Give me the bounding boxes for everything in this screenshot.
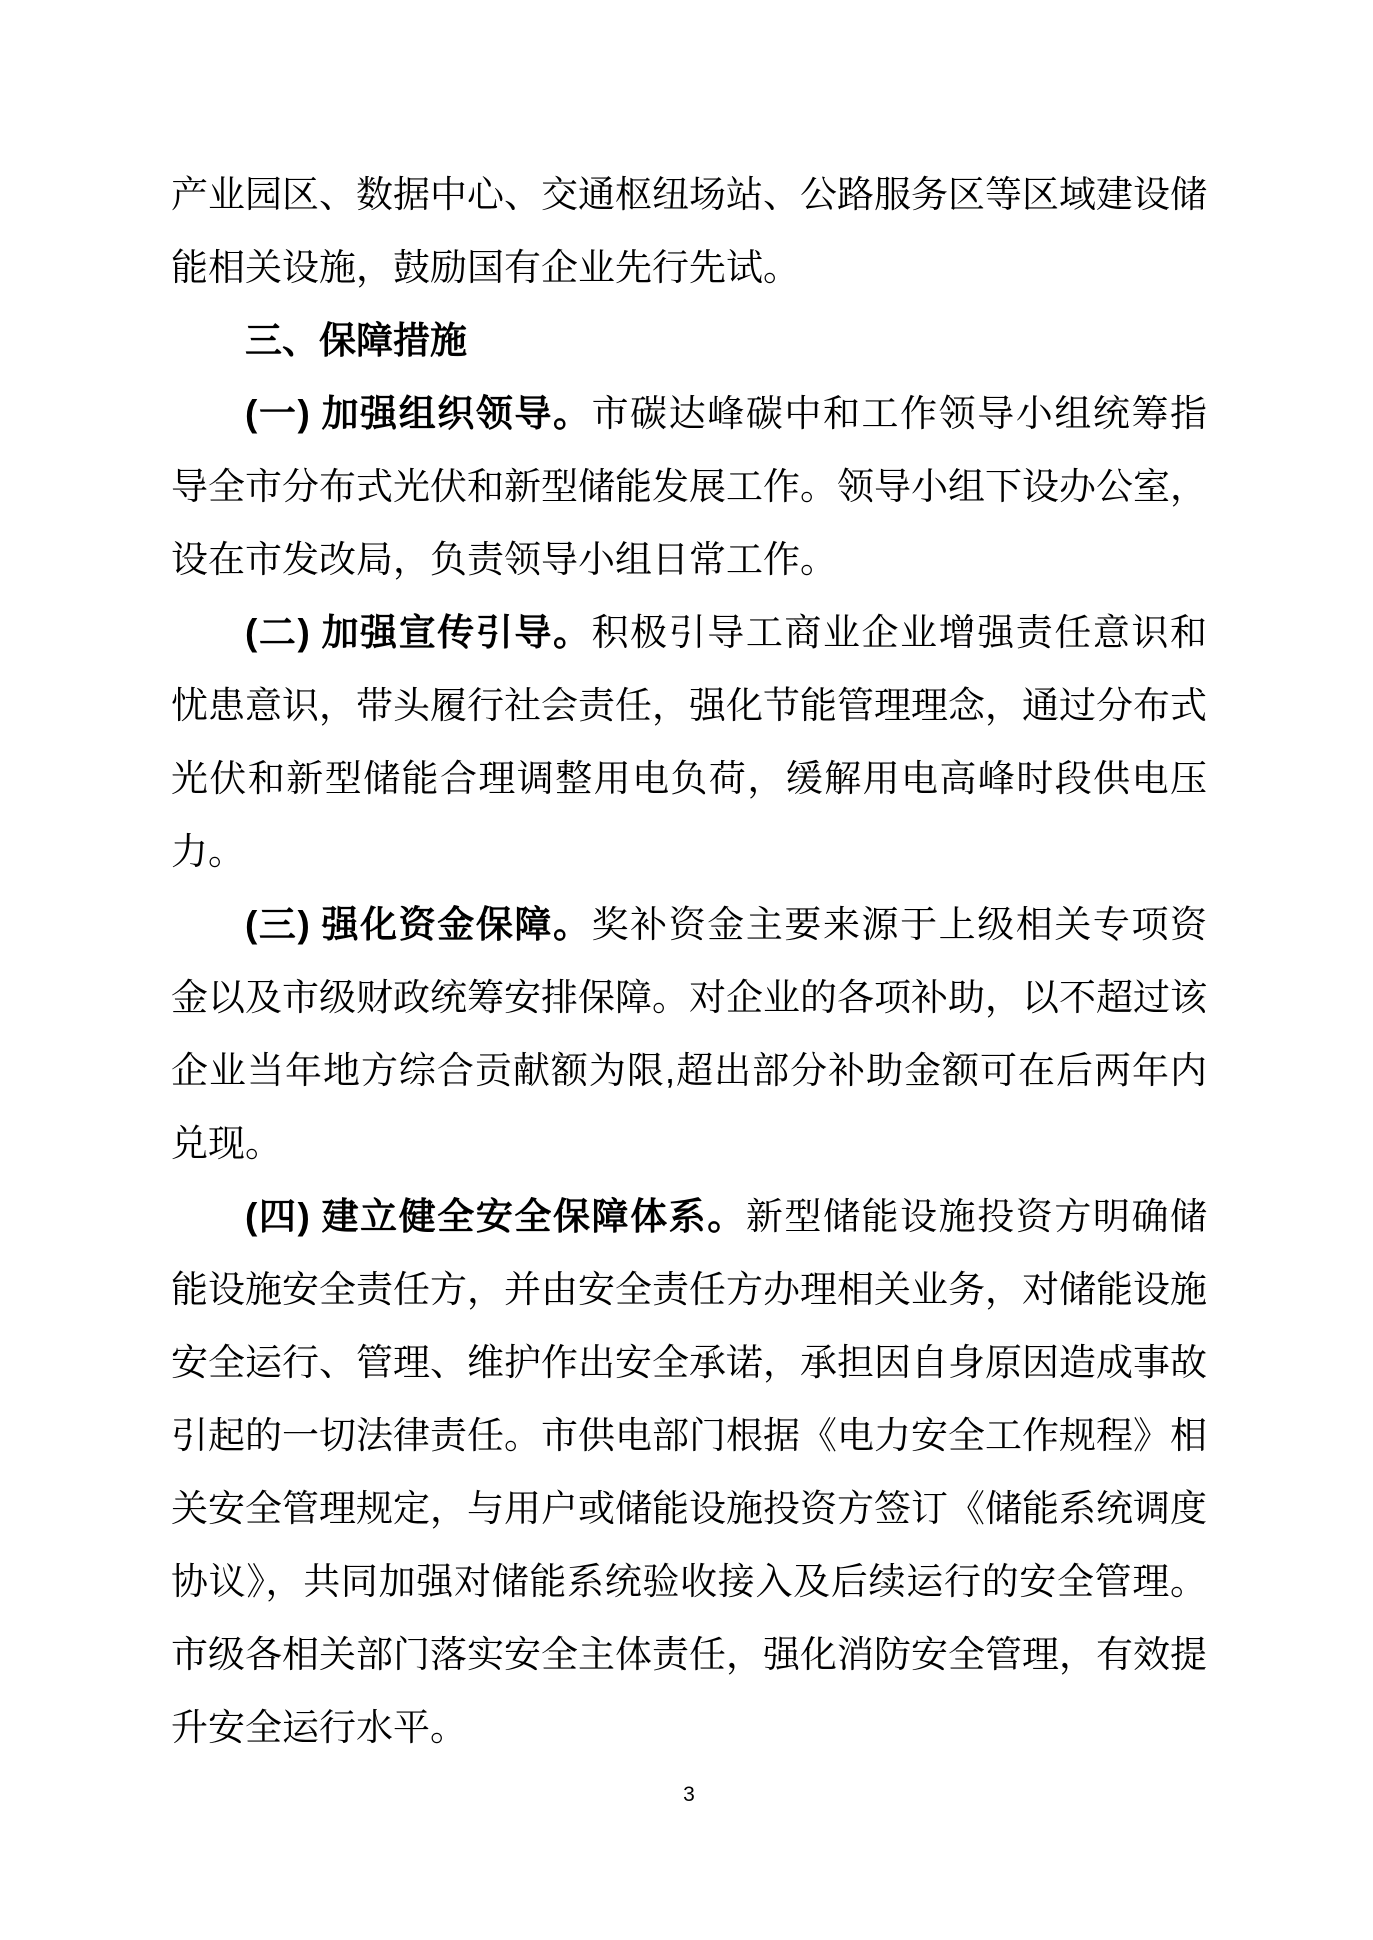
bold-text-segment: (二) 加强宣传引导。 (245, 612, 592, 653)
text-segment: 市碳达峰碳中和工作领导小组统筹指 (591, 393, 1208, 434)
text-segment: 力。 (171, 831, 245, 872)
text-segment: 金以及市级财政统筹安排保障。对企业的各项补助，以不超过该 (171, 977, 1207, 1018)
paragraph-item-3-funding-guarantee (171, 888, 1207, 1180)
paragraph-item-2-publicity-guidance (171, 596, 1207, 888)
text-segment: 协议》，共同加强对储能系统验收接入及后续运行的安全管理。 (171, 1561, 1207, 1602)
text-segment: 升安全运行水平。 (171, 1707, 467, 1748)
text-segment: 设在市发改局，负责领导小组日常工作。 (171, 539, 837, 580)
text-segment: 关安全管理规定，与用户或储能设施投资方签订《储能系统调度 (171, 1488, 1207, 1529)
text-line (171, 523, 1207, 596)
text-line (171, 450, 1207, 523)
text-line (171, 1472, 1207, 1545)
text-line (171, 1545, 1207, 1618)
text-segment: 忧患意识，带头履行社会责任，强化节能管理理念，通过分布式 (171, 685, 1207, 726)
text-segment: 企业当年地方综合贡献额为限,超出部分补助金额可在后两年内 (171, 1050, 1207, 1091)
text-segment: 导全市分布式光伏和新型储能发展工作。领导小组下设办公室， (171, 466, 1207, 507)
text-line (171, 888, 1207, 961)
text-line (171, 231, 1207, 304)
text-segment: 奖补资金主要来源于上级相关专项资 (591, 904, 1208, 945)
text-segment: 能相关设施，鼓励国有企业先行先试。 (171, 247, 800, 288)
text-segment: 新型储能设施投资方明确储 (745, 1196, 1208, 1237)
text-line (171, 1691, 1207, 1764)
text-line (171, 815, 1207, 888)
paragraph-section-heading (171, 304, 1207, 377)
text-line (171, 304, 1207, 377)
bold-text-segment: 三、保障措施 (245, 320, 467, 361)
bold-text-segment: (一) 加强组织领导。 (245, 393, 592, 434)
text-segment: 安全运行、管理、维护作出安全承诺，承担因自身原因造成事故 (171, 1342, 1207, 1383)
paragraph-continuation (171, 158, 1207, 304)
page-number: 3 (683, 1783, 695, 1806)
text-segment: 能设施安全责任方，并由安全责任方办理相关业务，对储能设施 (171, 1269, 1207, 1310)
page-footer (171, 1780, 1207, 1810)
text-segment: 市级各相关部门落实安全主体责任，强化消防安全管理，有效提 (171, 1634, 1207, 1675)
text-segment: 光伏和新型储能合理调整用电负荷，缓解用电高峰时段供电压 (171, 758, 1207, 799)
text-segment: 引起的一切法律责任。市供电部门根据《电力安全工作规程》相 (171, 1415, 1207, 1456)
document-body (171, 158, 1207, 1764)
text-line (171, 596, 1207, 669)
text-segment: 兑现。 (171, 1123, 282, 1164)
text-line (171, 1618, 1207, 1691)
text-line (171, 377, 1207, 450)
paragraph-item-4-safety-guarantee-system (171, 1180, 1207, 1764)
text-line (171, 669, 1207, 742)
text-line (171, 1326, 1207, 1399)
bold-text-segment: (四) 建立健全安全保障体系。 (245, 1196, 746, 1237)
text-line (171, 1034, 1207, 1107)
text-line (171, 1180, 1207, 1253)
text-line (171, 961, 1207, 1034)
text-segment: 积极引导工商业企业增强责任意识和 (591, 612, 1208, 653)
text-line (171, 742, 1207, 815)
bold-text-segment: (三) 强化资金保障。 (245, 904, 592, 945)
paragraph-item-1-organization-leadership (171, 377, 1207, 596)
text-line (171, 1253, 1207, 1326)
text-line (171, 158, 1207, 231)
text-segment: 产业园区、数据中心、交通枢纽场站、公路服务区等区域建设储 (171, 174, 1207, 215)
text-line (171, 1107, 1207, 1180)
text-line (171, 1399, 1207, 1472)
